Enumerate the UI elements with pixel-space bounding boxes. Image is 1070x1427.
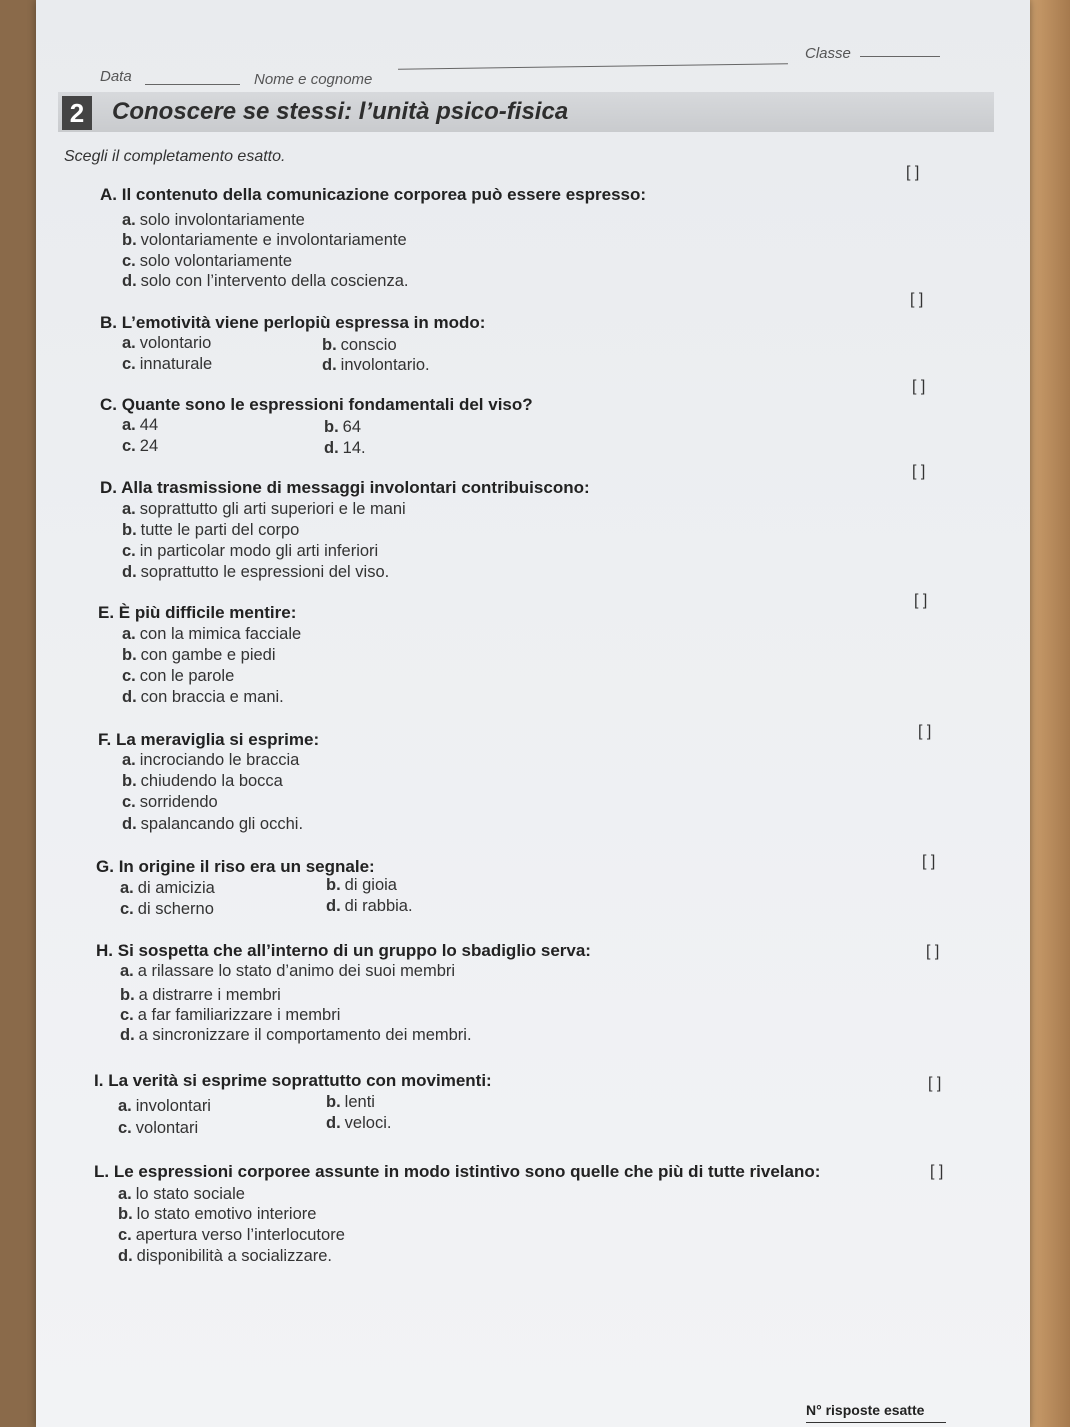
question-letter: B. (100, 313, 117, 332)
option[interactable] (322, 356, 430, 375)
option-text: sorridendo (139, 793, 218, 811)
chapter-title: Conoscere se stessi: l’unità psico-fisica (112, 98, 569, 125)
question-f (98, 730, 319, 750)
option[interactable] (122, 334, 211, 353)
option-text: 64 (342, 418, 362, 436)
question-text: L’emotività viene perlopiù espressa in modo: (121, 313, 486, 332)
question-text: In origine il riso era un segnale: (118, 857, 375, 876)
option-letter: d. (122, 563, 137, 581)
option-text: con gambe e piedi (140, 646, 276, 664)
option-letter: a. (120, 962, 134, 980)
option-text: lenti (344, 1093, 375, 1111)
correct-answers-field[interactable] (806, 1422, 946, 1423)
option-text: solo volontariamente (139, 252, 293, 270)
question-text: Quante sono le espressioni fondamentali del viso? (121, 395, 533, 414)
option[interactable] (122, 667, 234, 686)
option-text: conscio (340, 336, 397, 354)
answer-box-h[interactable]: [ ] (926, 943, 940, 960)
option-text: con braccia e mani. (140, 688, 284, 706)
question-letter: D. (100, 478, 117, 497)
option[interactable] (122, 793, 218, 812)
option-letter: b. (122, 521, 137, 539)
question-text: Le espressioni corporee assunte in modo istintivo sono quelle che più di tutte rivelano: (113, 1162, 821, 1181)
option-text: tutte le parti del corpo (140, 521, 300, 539)
option[interactable] (122, 231, 407, 250)
question-text: La meraviglia si esprime: (115, 730, 320, 749)
option-letter: a. (122, 211, 136, 229)
option[interactable] (122, 542, 378, 561)
option-text: lo stato sociale (135, 1185, 245, 1203)
option[interactable] (122, 772, 283, 791)
option-letter: c. (120, 900, 134, 918)
question-h (96, 941, 591, 961)
option-letter: b. (122, 772, 137, 790)
question-letter: G. (96, 857, 114, 876)
question-l (94, 1162, 820, 1182)
option-text: soprattutto gli arti superiori e le mani (139, 500, 406, 518)
option-letter: c. (122, 667, 136, 685)
answer-box-d[interactable]: [ ] (912, 463, 926, 480)
question-letter: F. (98, 730, 112, 749)
option[interactable] (118, 1205, 316, 1224)
option-text: di amicizia (137, 879, 215, 897)
option-text: 14. (342, 439, 366, 457)
option[interactable] (122, 355, 212, 374)
option-text: incrociando le braccia (139, 751, 300, 769)
option[interactable] (324, 439, 366, 458)
answer-box-f[interactable]: [ ] (918, 723, 932, 740)
option[interactable] (120, 962, 455, 981)
option-text: innaturale (139, 355, 213, 373)
date-label: Data (100, 68, 132, 85)
question-text: Il contenuto della comunicazione corporea può essere espresso: (121, 185, 647, 204)
question-b (100, 313, 485, 333)
option-letter: c. (118, 1226, 132, 1244)
option-text: a far familiarizzare i membri (137, 1006, 341, 1024)
question-letter: H. (96, 941, 113, 960)
option-text: a rilassare lo stato d’animo dei suoi membri (137, 962, 456, 980)
name-label: Nome e cognome (254, 71, 373, 88)
option[interactable] (122, 272, 409, 291)
answer-box-e[interactable]: [ ] (914, 592, 928, 609)
question-letter: A. (100, 185, 117, 204)
option-letter: b. (322, 336, 337, 354)
option[interactable] (120, 879, 215, 898)
option-letter: a. (122, 751, 136, 769)
option-letter: b. (324, 418, 339, 436)
option-letter: c. (122, 542, 136, 560)
option[interactable] (120, 986, 281, 1005)
option-letter: c. (120, 1006, 134, 1024)
option-text: solo involontariamente (139, 211, 305, 229)
option[interactable] (120, 1006, 340, 1025)
option-text: spalancando gli occhi. (140, 815, 304, 833)
option-letter: a. (122, 500, 136, 518)
answer-box-b[interactable]: [ ] (910, 291, 924, 308)
option-letter: c. (118, 1119, 132, 1137)
option[interactable] (122, 563, 389, 582)
option[interactable] (122, 211, 305, 230)
option[interactable] (326, 897, 413, 916)
option-letter: c. (122, 355, 136, 373)
option-letter: d. (326, 1114, 341, 1132)
option[interactable] (118, 1247, 332, 1266)
option-text: volontari (135, 1119, 199, 1137)
option-letter: d. (122, 815, 137, 833)
option-text: di scherno (137, 900, 214, 918)
date-field[interactable] (145, 84, 240, 85)
option-letter: a. (122, 625, 136, 643)
option[interactable] (118, 1119, 198, 1138)
option[interactable] (326, 1114, 391, 1133)
option-text: a distrarre i membri (138, 986, 281, 1004)
option-letter: b. (122, 646, 137, 664)
option-letter: b. (326, 1093, 341, 1111)
option[interactable] (122, 252, 292, 271)
option[interactable] (326, 1093, 375, 1112)
question-a (100, 185, 646, 205)
class-label: Classe (805, 45, 851, 62)
option-letter: c. (122, 252, 136, 270)
question-g (96, 857, 375, 877)
answer-box-i[interactable]: [ ] (928, 1075, 942, 1092)
question-c (100, 395, 533, 415)
option-letter: b. (326, 876, 341, 894)
option[interactable] (120, 1026, 472, 1045)
option-text: in particolar modo gli arti inferiori (139, 542, 379, 560)
option-text: 44 (139, 416, 159, 434)
option[interactable] (122, 688, 284, 707)
answer-box-a[interactable]: [ ] (906, 164, 920, 181)
answer-box-c[interactable]: [ ] (912, 378, 926, 395)
question-i (94, 1071, 492, 1091)
option[interactable] (118, 1185, 245, 1204)
option-text: volontario (139, 334, 212, 352)
option[interactable] (322, 336, 397, 355)
chapter-number: 2 (62, 96, 92, 130)
option-text: soprattutto le espressioni del viso. (140, 563, 390, 581)
option[interactable] (122, 521, 299, 540)
question-text: Si sospetta che all’interno di un gruppo lo sbadiglio serva: (117, 941, 591, 960)
answer-box-g[interactable]: [ ] (922, 853, 936, 870)
answer-box-l[interactable]: [ ] (930, 1163, 944, 1180)
correct-answers-label: N° risposte esatte (806, 1402, 925, 1418)
class-field[interactable] (860, 56, 940, 57)
question-letter: E. (98, 603, 115, 622)
question-e (98, 603, 296, 623)
option[interactable] (122, 437, 158, 456)
option[interactable] (326, 876, 397, 895)
option-letter: a. (118, 1097, 132, 1115)
option-text: volontariamente e involontariamente (140, 231, 407, 249)
option-letter: d. (322, 356, 337, 374)
option-text: con la mimica facciale (139, 625, 302, 643)
option-text: disponibilità a socializzare. (136, 1247, 333, 1265)
question-text: È più difficile mentire: (118, 603, 297, 622)
question-letter: I. (94, 1071, 104, 1090)
question-d (100, 478, 590, 498)
option-text: di rabbia. (344, 897, 413, 915)
option-letter: d. (120, 1026, 135, 1044)
option-text: chiudendo la bocca (140, 772, 283, 790)
question-letter: C. (100, 395, 117, 414)
option-letter: d. (122, 688, 137, 706)
option-text: veloci. (344, 1114, 392, 1132)
option-text: involontari (135, 1097, 211, 1115)
option-text: lo stato emotivo interiore (136, 1205, 317, 1223)
option-text: 24 (139, 437, 159, 455)
option[interactable] (324, 418, 361, 437)
option[interactable] (118, 1226, 345, 1245)
option-letter: a. (122, 416, 136, 434)
option-letter: b. (122, 231, 137, 249)
option-text: di gioia (344, 876, 397, 894)
option-text: con le parole (139, 667, 235, 685)
option[interactable] (120, 900, 214, 919)
option-letter: d. (326, 897, 341, 915)
option-letter: c. (122, 437, 136, 455)
option-letter: b. (118, 1205, 133, 1223)
option-letter: d. (324, 439, 339, 457)
option-text: involontario. (340, 356, 430, 374)
option-letter: a. (120, 879, 134, 897)
option-letter: d. (122, 272, 137, 290)
question-text: Alla trasmissione di messaggi involontari contribuiscono: (121, 478, 590, 497)
question-letter: L. (94, 1162, 110, 1181)
option-text: a sincronizzare il comportamento dei membri. (138, 1026, 472, 1044)
option[interactable] (122, 751, 299, 770)
option-letter: d. (118, 1247, 133, 1265)
option[interactable] (118, 1097, 211, 1116)
option[interactable] (122, 646, 276, 665)
question-text: La verità si esprime soprattutto con movimenti: (108, 1071, 492, 1090)
option[interactable] (122, 815, 303, 834)
option-letter: a. (122, 334, 136, 352)
option-text: apertura verso l’interlocutore (135, 1226, 345, 1244)
option-letter: b. (120, 986, 135, 1004)
option-letter: a. (118, 1185, 132, 1203)
option[interactable] (122, 416, 158, 435)
option-text: solo con l’intervento della coscienza. (140, 272, 409, 290)
option-letter: c. (122, 793, 136, 811)
option[interactable] (122, 500, 406, 519)
option[interactable] (122, 625, 301, 644)
instruction: Scegli il completamento esatto. (64, 148, 286, 165)
